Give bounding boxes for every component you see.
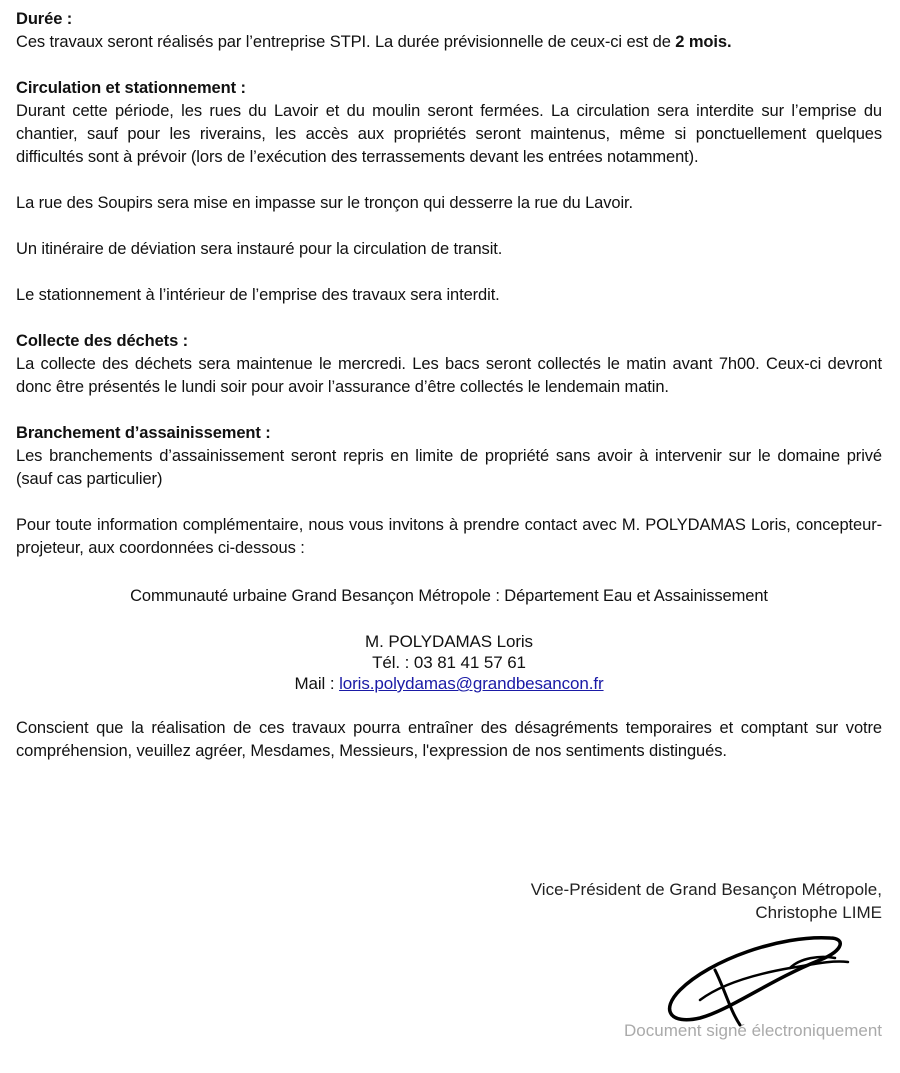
contact-organization: Communauté urbaine Grand Besançon Métropole : Département Eau et Assainissement — [130, 587, 768, 605]
section-heading-circulation: Circulation et stationnement : — [16, 79, 246, 97]
signatory-name: Christophe LIME — [755, 903, 882, 922]
circulation-paragraph-3: Un itinéraire de déviation sera instauré pour la circulation de transit. — [16, 240, 503, 258]
contact-phone: Tél. : 03 81 41 57 61 — [372, 653, 526, 672]
electronic-signature-note: Document signé électroniquement — [624, 1021, 882, 1040]
circulation-paragraph-4: Le stationnement à l’intérieur de l’emprise des travaux sera interdit. — [16, 286, 500, 304]
contact-name: M. POLYDAMAS Loris — [365, 632, 533, 651]
duree-value: 2 mois. — [675, 33, 732, 51]
signatory-title: Vice-Président de Grand Besançon Métropole, — [530, 880, 882, 899]
signature-block — [531, 878, 882, 924]
collecte-text: La collecte des déchets sera maintenue le mercredi. Les bacs seront collectés le matin avant 7h00. Ceux-ci devront donc être présentés le lundi soir pour avoir l’assurance d’être collectés le lendemain matin. — [16, 355, 882, 396]
letter-body — [16, 8, 882, 763]
circulation-paragraph-1: Durant cette période, les rues du Lavoir et du moulin seront fermées. La circulation sera interdite sur l’emprise du chantier, sauf pour les riverains, les accès aux propriétés seront maintenus, même si ponctuellement quelques difficultés sont à prévoir (lors de l’exécution des terrassements devant les entrées notamment). — [16, 102, 882, 166]
contact-mail-link[interactable]: loris.polydamas@grandbesancon.fr — [339, 674, 604, 693]
section-heading-duree: Durée : — [16, 10, 73, 28]
closing-text: Conscient que la réalisation de ces travaux pourra entraîner des désagréments temporaires et comptant sur votre compréhension, veuillez agréer, Mesdames, Messieurs, l'expression de nos sentiments distingués. — [16, 719, 882, 760]
circulation-paragraph-2: La rue des Soupirs sera mise en impasse sur le tronçon qui desserre la rue du Lavoir. — [16, 194, 633, 212]
section-heading-collecte: Collecte des déchets : — [16, 332, 189, 350]
branchement-text: Les branchements d’assainissement seront repris en limite de propriété sans avoir à intervenir sur le domaine privé (sauf cas particulier) — [16, 447, 882, 488]
info-text: Pour toute information complémentaire, nous vous invitons à prendre contact avec M. POLYDAMAS Loris, concepteur-projeteur, aux coordonnées ci-dessous : — [16, 516, 882, 557]
contact-mail — [16, 673, 882, 694]
contact-mail-label: Mail : — [294, 674, 340, 693]
section-heading-branchement: Branchement d’assainissement : — [16, 424, 271, 442]
contact-block — [16, 631, 882, 694]
handwritten-signature-icon — [630, 930, 880, 1030]
duree-text-main: Ces travaux seront réalisés par l’entreprise STPI. La durée prévisionnelle de ceux-ci est de — [16, 33, 676, 51]
duree-text — [16, 31, 882, 54]
